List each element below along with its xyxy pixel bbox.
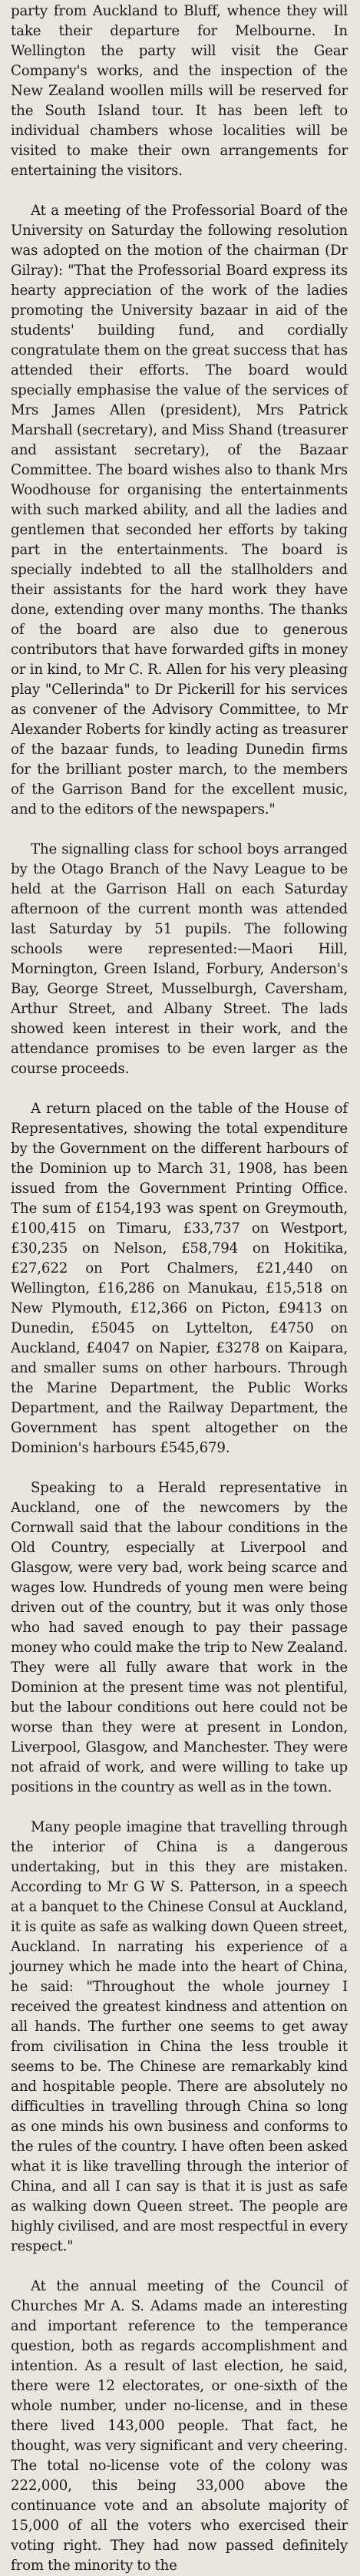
paragraph: At a meeting of the Professorial Board of the University on Saturday the following resolution was adopted on the motion of the chairman (Dr Gilray): "That the Professorial Board express its hearty appreciation of the work of the ladies promoting the University bazaar in aid of the students' building fund, and cordially congratulate them on the great success that has attended their efforts. The board would specially emphasise the value of the services of Mrs James Allen (president), Mrs Patrick Marshall (secretary), and Miss Shand (treasurer and assistant secretary), of the Bazaar Committee. The board wishes also to thank Mrs Woodhouse for organising the entertainments with such marked ability, and all the ladies and gentlemen that seconded her efforts by taking part in the entertainments. The board is specially indebted to all the stallholders and their assistants for the hard work they have done, extending over many months. The thanks of the board are also due to generous contributors that have forwarded gifts in money or in kind, to Mr C. R. Allen for his very pleasing play "Cellerinda" to Dr Pickerill for his services as convener of the Advisory Committee, to Mr Alexander Roberts for kindly acting as treasurer of the bazaar funds, to leading Dunedin firms for the brilliant poster march, to the members of the Garrison Band for the excellent music, and to the editors of the newspapers." — [11, 203, 348, 817]
article-labour-conditions — [11, 1478, 348, 1798]
article-professorial-board — [11, 201, 348, 820]
article-travel-china — [11, 1818, 348, 2257]
paragraph: party from Auckland to Bluff, whence they will take their departure for Melbourne. In Wellington the party will visit the Gear Company's works, and the inspection of the New Zealand woollen mills will be reserved for the South Island tour. It has been left to individual chambers whose localities will be visited to make their own arrangements for entertaining the visitors. — [11, 3, 348, 179]
paragraph: At the annual meeting of the Council of Churches Mr A. S. Adams made an interesting and important reference to the temperance question, both as regards accomplishment and intention. As a result of last election, he said, there were 12 electorates, or one-sixth of the whole number, under no-license, and in these there lived 143,000 people. That fact, he thought, was very significant and very cheering. The total no-license vote of the colony was 222,000, this being 33,000 above the continuance vote and an absolute majority of 15,000 of all the voters who exercised their voting right. They had now passed definitely from the minority to the — [11, 2278, 348, 2574]
article-signalling-class — [11, 840, 348, 1079]
paragraph: A return placed on the table of the House of Representatives, showing the total expenditure by the Government on the different harbours of the Dominion up to March 31, 1908, has been issued from the Government Printing Office. The sum of £154,193 was spent on Greymouth, £100,415 on Timaru, £33,737 on Westport, £30,235 on Nelson, £58,794 on Hokitika, £27,622 on Port Chalmers, £21,440 on Wellington, £16,286 on Manukau, £15,518 on New Plymouth, £12,366 on Picton, £9413 on Dunedin, £5045 on Lyttelton, £4750 on Auckland, £4047 on Napier, £3278 on Kaipara, and smaller sums on other harbours. Through the Marine Department, the Public Works Department, and the Railway Department, the Government has spent altogether on the Dominion's harbours £545,679. — [11, 1101, 348, 1456]
paragraph: Speaking to a Herald representative in Auckland, one of the newcomers by the Cornwall said that the labour conditions in the Old Country, especially at Liverpool and Glasgow, were very bad, work being scarce and wages low. Hundreds of young men were being driven out of the country, but it was only those who had saved enough to pay their passage money who could make the trip to New Zealand. They were all fully aware that work in the Dominion at the present time was not plentiful, but the labour conditions out here could not be worse than they were at present in London, Liverpool, Glasgow, and Manchester. They were not afraid of work, and were willing to take up positions in the country as well as in the town. — [11, 1480, 348, 1795]
paragraph: Many people imagine that travelling through the interior of China is a dangerous undertaking, but in this they are mistaken. According to Mr G W S. Patterson, in a speech at a banquet to the Chinese Consul at Auckland, it is quite as safe as walking down Queen street, Auckland. In narrating his experience of a journey which he made into the heart of China, he said: "Throughout the whole journey I received the greatest kindness and attention on all hands. The further one seems to get away from civilisation in China the less trouble it seems to be. The Chinese are remarkably kind and hospitable people. There are absolutely no difficulties in travelling through China so long as one minds his own business and conforms to the rules of the country. I have often been asked what it is like travelling through the interior of China, and all I can say is that it is just as safe as walking down Queen street. The people are highly civilised, and are most respectful in every respect." — [11, 1819, 348, 2254]
article-visitors-tour — [11, 2, 348, 181]
article-harbour-expenditure — [11, 1099, 348, 1458]
paragraph: The signalling class for school boys arranged by the Otago Branch of the Navy League to be held at the Garrison Hall on each Saturday afternoon of the current month was attended last Saturday by 51 pupils. The following schools were represented:—Maori Hill, Mornington, Green Island, Forbury, Anderson's Bay, George Street, Musselburgh, Caversham, Arthur Street, and Albany Street. The lads showed keen interest in their work, and the attendance promises to be even larger as the course proceeds. — [11, 841, 348, 1077]
article-council-of-churches — [11, 2277, 348, 2576]
